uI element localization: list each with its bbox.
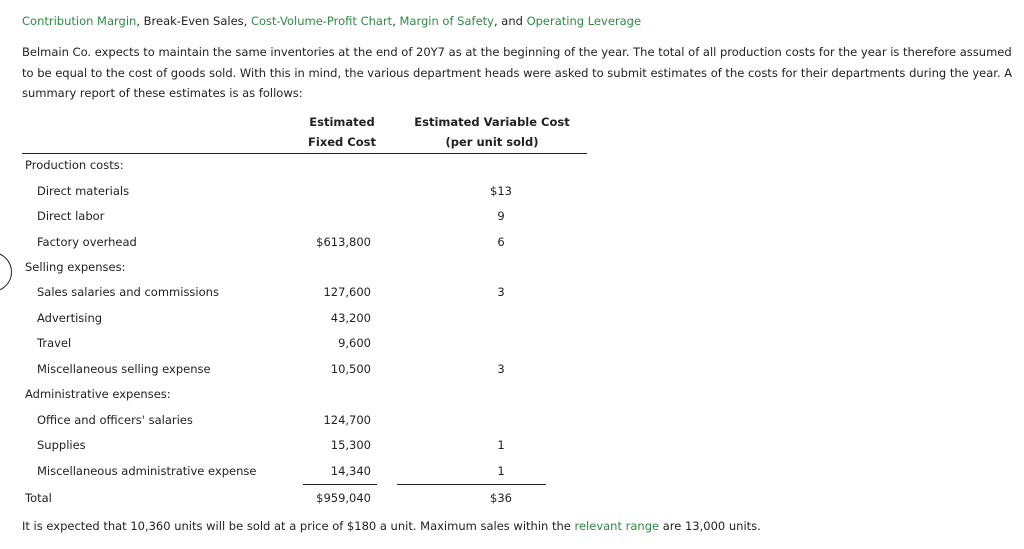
heading-separator: , and (493, 14, 527, 28)
heading-separator: , (392, 14, 400, 28)
table-row (0, 155, 620, 175)
column-header-variable-line2: (per unit sold) (445, 135, 539, 149)
fixed-cost-cell: 14,340 (330, 464, 371, 478)
row-label: Direct materials (37, 184, 130, 198)
table-row (0, 308, 620, 328)
row-label: Travel (37, 336, 72, 350)
link-relevant-range[interactable]: relevant range (574, 519, 660, 533)
footer-text-before: It is expected that 10,360 units will be sold at a price of $180 a unit. Maximum sales within the (22, 519, 575, 533)
footer-text-after: are 13,000 units. (659, 519, 761, 533)
topic-heading (22, 13, 641, 29)
variable-cost-cell: 1 (497, 464, 505, 478)
fixed-cost-cell: 124,700 (323, 413, 371, 427)
problem-footer (22, 517, 761, 535)
fixed-cost-cell: 43,200 (330, 311, 371, 325)
table-row (0, 181, 620, 201)
column-header-fixed-cost (296, 112, 388, 152)
row-label: Supplies (37, 438, 86, 452)
column-header-fixed-line1: Estimated (309, 115, 375, 129)
table-row (0, 435, 620, 455)
table-row (0, 384, 620, 404)
fixed-cost-cell: 15,300 (330, 438, 371, 452)
table-row (0, 257, 620, 277)
row-label: Advertising (37, 311, 103, 325)
fixed-cost-cell: 9,600 (338, 336, 371, 350)
column-header-variable-cost (410, 112, 574, 152)
variable-cost-cell: $36 (490, 491, 512, 505)
total-rule-variable (397, 484, 546, 485)
variable-cost-cell: 3 (497, 362, 505, 376)
link-contribution-margin[interactable]: Contribution Margin (22, 14, 137, 28)
section-label: Selling expenses: (25, 260, 126, 274)
row-label: Total (25, 491, 52, 505)
heading-break-even-sales: Break-Even Sales (143, 14, 244, 28)
link-operating-leverage[interactable]: Operating Leverage (526, 14, 642, 28)
variable-cost-cell: $13 (490, 184, 512, 198)
table-row (0, 410, 620, 430)
variable-cost-cell: 6 (497, 235, 505, 249)
section-label: Administrative expenses: (25, 387, 171, 401)
variable-cost-cell: 1 (497, 438, 505, 452)
row-label: Office and officers' salaries (37, 413, 193, 427)
row-label: Sales salaries and commissions (37, 285, 219, 299)
fixed-cost-cell: 10,500 (330, 362, 371, 376)
table-row (0, 333, 620, 353)
row-label: Miscellaneous administrative expense (37, 464, 257, 478)
table-row (0, 461, 620, 481)
fixed-cost-cell: 127,600 (323, 285, 371, 299)
variable-cost-cell: 3 (497, 285, 505, 299)
table-row (0, 359, 620, 379)
table-row (0, 232, 620, 252)
row-label: Miscellaneous selling expense (37, 362, 211, 376)
table-row (0, 206, 620, 226)
total-rule-fixed (303, 484, 377, 485)
fixed-cost-cell: $613,800 (316, 235, 371, 249)
column-header-fixed-line2: Fixed Cost (308, 135, 376, 149)
heading-separator: , (136, 14, 144, 28)
row-label: Direct labor (37, 209, 105, 223)
header-underline (22, 153, 587, 154)
table-row (0, 488, 620, 508)
table-row (0, 282, 620, 302)
heading-separator: , (243, 14, 251, 28)
link-cost-volume-profit-chart[interactable]: Cost-Volume-Profit Chart (250, 14, 393, 28)
link-margin-of-safety[interactable]: Margin of Safety (399, 14, 494, 28)
fixed-cost-cell: $959,040 (316, 491, 371, 505)
row-label: Factory overhead (37, 235, 137, 249)
column-header-variable-line1: Estimated Variable Cost (414, 115, 570, 129)
variable-cost-cell: 9 (497, 209, 505, 223)
section-label: Production costs: (25, 158, 124, 172)
problem-intro: Belmain Co. expects to maintain the same inventories at the end of 20Y7 as at the beginning of the year. The total of all production costs for the year is therefore assumed to be equal to the cost of goods sold. With this in mind, the various department heads were asked to submit estimates of the costs for their departments during the year. A summary report of these estimates is as follows: (22, 45, 1013, 100)
